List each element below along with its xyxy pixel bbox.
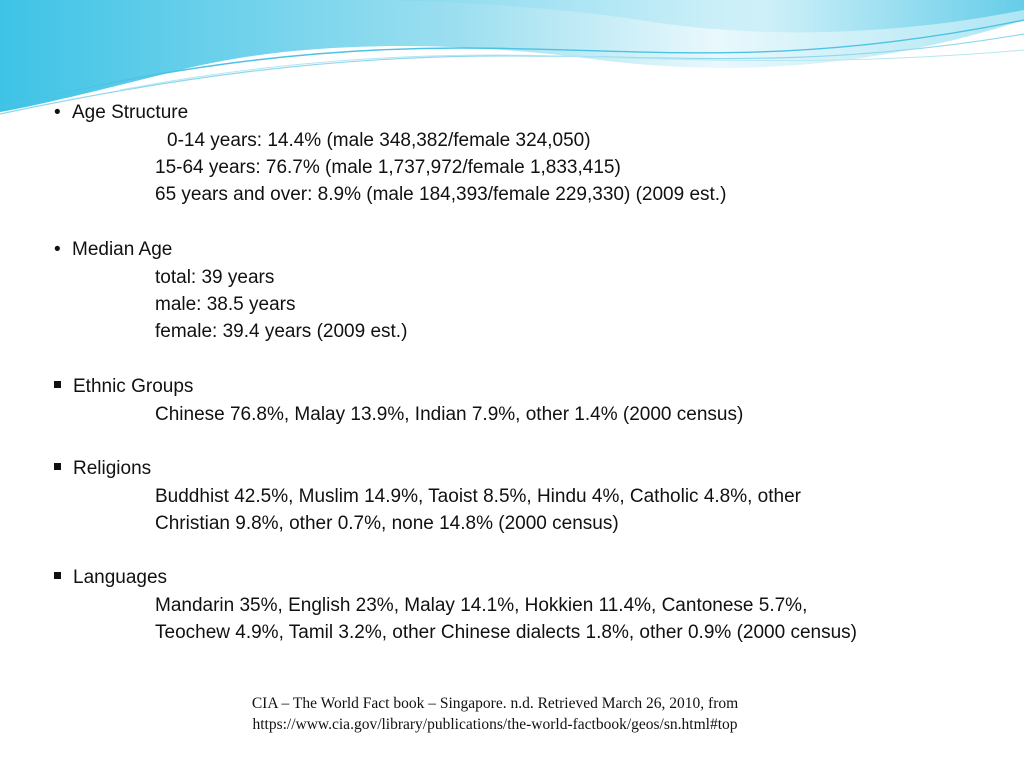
content-line: Teochew 4.9%, Tamil 3.2%, other Chinese dialects 1.8%, other 0.9% (2000 census) bbox=[155, 622, 857, 643]
heading-label: Median Age bbox=[72, 239, 173, 260]
bullet-dot-icon: • bbox=[54, 239, 61, 260]
bullet-square-icon bbox=[54, 463, 61, 470]
content-line: 0-14 years: 14.4% (male 348,382/female 324,050) bbox=[167, 130, 591, 151]
content-line: 15-64 years: 76.7% (male 1,737,972/female 1,833,415) bbox=[155, 157, 621, 178]
source-citation bbox=[0, 693, 990, 735]
bullet-square-icon bbox=[54, 381, 61, 388]
bullet-dot-icon: • bbox=[54, 102, 61, 123]
heading-label: Languages bbox=[73, 567, 168, 588]
content-line: Buddhist 42.5%, Muslim 14.9%, Taoist 8.5%, Hindu 4%, Catholic 4.8%, other bbox=[155, 486, 801, 507]
citation-url: https://www.cia.gov/library/publications/the-world-factbook/geos/sn.html#top bbox=[252, 716, 738, 733]
citation-line-1: CIA – The World Fact book – Singapore. n.d. Retrieved March 26, 2010, from bbox=[251, 695, 739, 712]
content-line: 65 years and over: 8.9% (male 184,393/female 229,330) (2009 est.) bbox=[155, 184, 727, 205]
content-line: female: 39.4 years (2009 est.) bbox=[155, 321, 408, 342]
section-heading bbox=[54, 99, 188, 126]
content-line: Chinese 76.8%, Malay 13.9%, Indian 7.9%, other 1.4% (2000 census) bbox=[155, 404, 744, 425]
section-heading bbox=[54, 564, 167, 591]
content-line: total: 39 years bbox=[155, 267, 275, 288]
bullet-square-icon bbox=[54, 572, 61, 579]
heading-label: Ethnic Groups bbox=[73, 376, 194, 397]
content-line: Mandarin 35%, English 23%, Malay 14.1%, Hokkien 11.4%, Cantonese 5.7%, bbox=[155, 595, 808, 616]
heading-label: Religions bbox=[73, 458, 152, 479]
heading-label: Age Structure bbox=[72, 102, 189, 123]
content-line: male: 38.5 years bbox=[155, 294, 296, 315]
section-heading bbox=[54, 455, 151, 482]
section-heading bbox=[54, 373, 193, 400]
content-line: Christian 9.8%, other 0.7%, none 14.8% (2000 census) bbox=[155, 513, 619, 534]
section-heading bbox=[54, 236, 172, 263]
